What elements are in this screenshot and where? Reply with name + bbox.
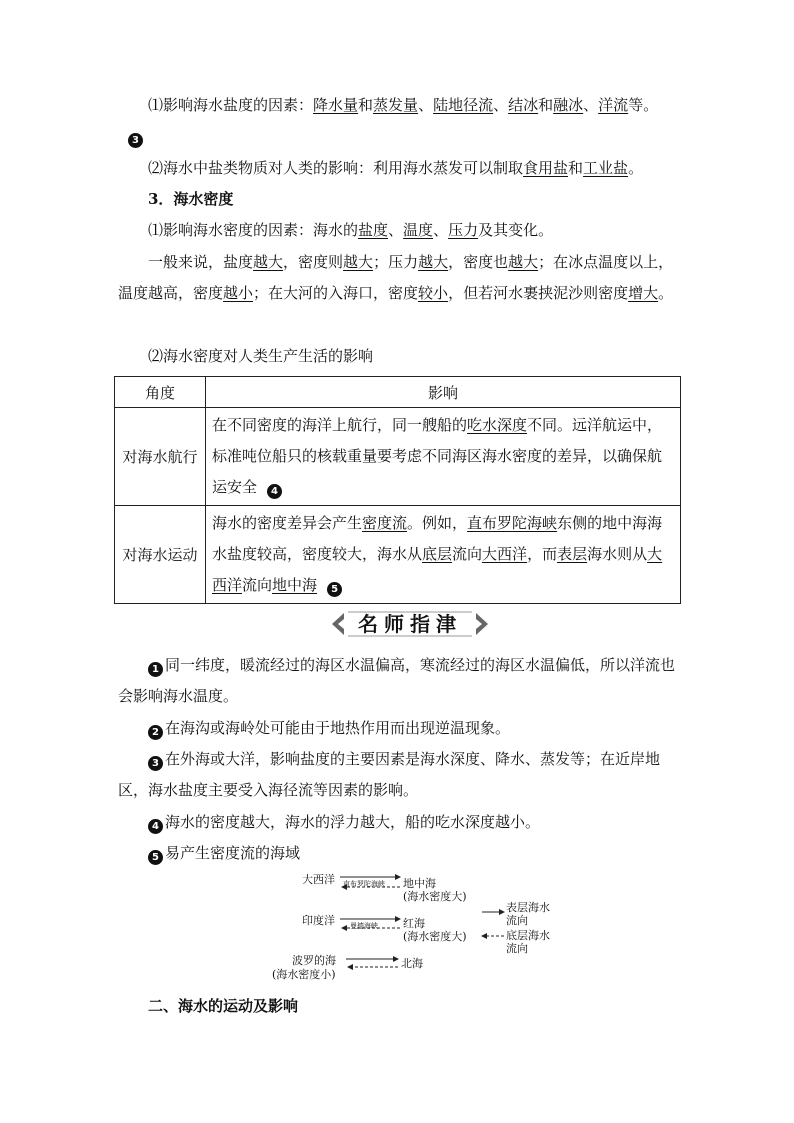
label-red-sea-note: (海水密度大) bbox=[403, 930, 467, 943]
table-row-label: 对海水航行 bbox=[115, 408, 206, 506]
density-rules-paragraph: 一般来说，盐度越大，密度则越大；压力越大，密度也越大；在冰点温度以上，温度越高，密度越小；在大河的入海口，密度较小，但若河水裹挟泥沙则密度增大。 bbox=[118, 253, 674, 302]
salinity-factors-paragraph: ⑴影响海水盐度的因素：降水量和蒸发量、陆地径流、结冰和融冰、洋流等。3 bbox=[118, 90, 678, 152]
legend-bottom-line1: 底层海水 bbox=[506, 929, 550, 942]
table-header-row bbox=[115, 377, 681, 408]
density-factors-paragraph: ⑴影响海水密度的因素：海水的盐度、温度、压力及其变化。 bbox=[148, 221, 554, 239]
label-indian: 印度洋 bbox=[302, 914, 335, 927]
label-atlantic: 大西洋 bbox=[302, 873, 335, 886]
legend-surface-line1: 表层海水 bbox=[506, 901, 550, 914]
label-mediterranean-note: (海水密度大) bbox=[403, 890, 467, 903]
density-impact-heading: ⑵海水密度对人类生产生活的影响 bbox=[148, 347, 374, 365]
note-marker: 2 bbox=[148, 725, 163, 740]
density-impact-table bbox=[114, 376, 681, 604]
density-heading: 3．海水密度 bbox=[148, 190, 234, 208]
note-item: 1 同一纬度，暖流经过的海区水温偏高，寒流经过的海区水温偏低，所以洋流也会影响海水温度。 bbox=[118, 656, 676, 705]
legend-surface-line2: 流向 bbox=[506, 914, 528, 927]
label-baltic-note: (海水密度小) bbox=[272, 968, 336, 981]
salt-use-paragraph: ⑵海水中盐类物质对人类的影响：利用海水蒸发可以制取食用盐和工业盐。 bbox=[148, 159, 644, 177]
tips-banner bbox=[330, 608, 490, 640]
banner-title: 名师指津 bbox=[358, 612, 462, 636]
table-header-cell: 影响 bbox=[206, 377, 681, 408]
table-header-cell: 角度 bbox=[115, 377, 206, 408]
note-marker: 5 bbox=[148, 850, 163, 865]
table-row bbox=[115, 408, 681, 506]
legend-bottom-line2: 流向 bbox=[506, 942, 528, 955]
density-current-diagram bbox=[260, 868, 560, 988]
note-marker: 1 bbox=[148, 662, 163, 677]
label-north-sea: 北海 bbox=[401, 957, 423, 970]
label-mediterranean: 地中海 bbox=[403, 877, 436, 890]
note-marker: 4 bbox=[148, 819, 163, 834]
note-item: 4 海水的密度越大，海水的浮力越大，船的吃水深度越小。 bbox=[118, 807, 678, 838]
note-marker: 3 bbox=[148, 756, 163, 771]
note-item: 5 易产生密度流的海域 bbox=[118, 838, 678, 869]
table-cell: 海水的密度差异会产生密度流。例如，直布罗陀海峡东侧的地中海海水盐度较高，密度较大，海水从底层流向大西洋，而表层海水则从大西洋流向地中海 5 bbox=[206, 506, 681, 604]
label-mandeb: 曼德海峡 bbox=[350, 922, 378, 930]
label-red-sea: 红海 bbox=[403, 917, 425, 930]
note-marker-4: 4 bbox=[267, 484, 282, 499]
label-baltic: 波罗的海 bbox=[292, 954, 336, 967]
note-item: 2 在海沟或海岭处可能由于地热作用而出现逆温现象。 bbox=[118, 713, 678, 744]
note-marker-5: 5 bbox=[327, 582, 342, 597]
table-row-label: 对海水运动 bbox=[115, 506, 206, 604]
section-heading: 二、海水的运动及影响 bbox=[148, 997, 299, 1015]
table-cell: 在不同密度的海洋上航行，同一艘船的吃水深度不同。远洋航运中，标准吨位船只的核载重量要考虑不同海区海水密度的差异，以确保航运安全 4 bbox=[206, 408, 681, 506]
note-item: 3 在外海或大洋，影响盐度的主要因素是海水深度、降水、蒸发等；在近岸地区，海水盐度主要受入海径流等因素的影响。 bbox=[118, 750, 661, 799]
table-row bbox=[115, 506, 681, 604]
note-marker-3: 3 bbox=[128, 133, 143, 148]
label-gibraltar: 直布罗陀海峡 bbox=[343, 880, 385, 888]
